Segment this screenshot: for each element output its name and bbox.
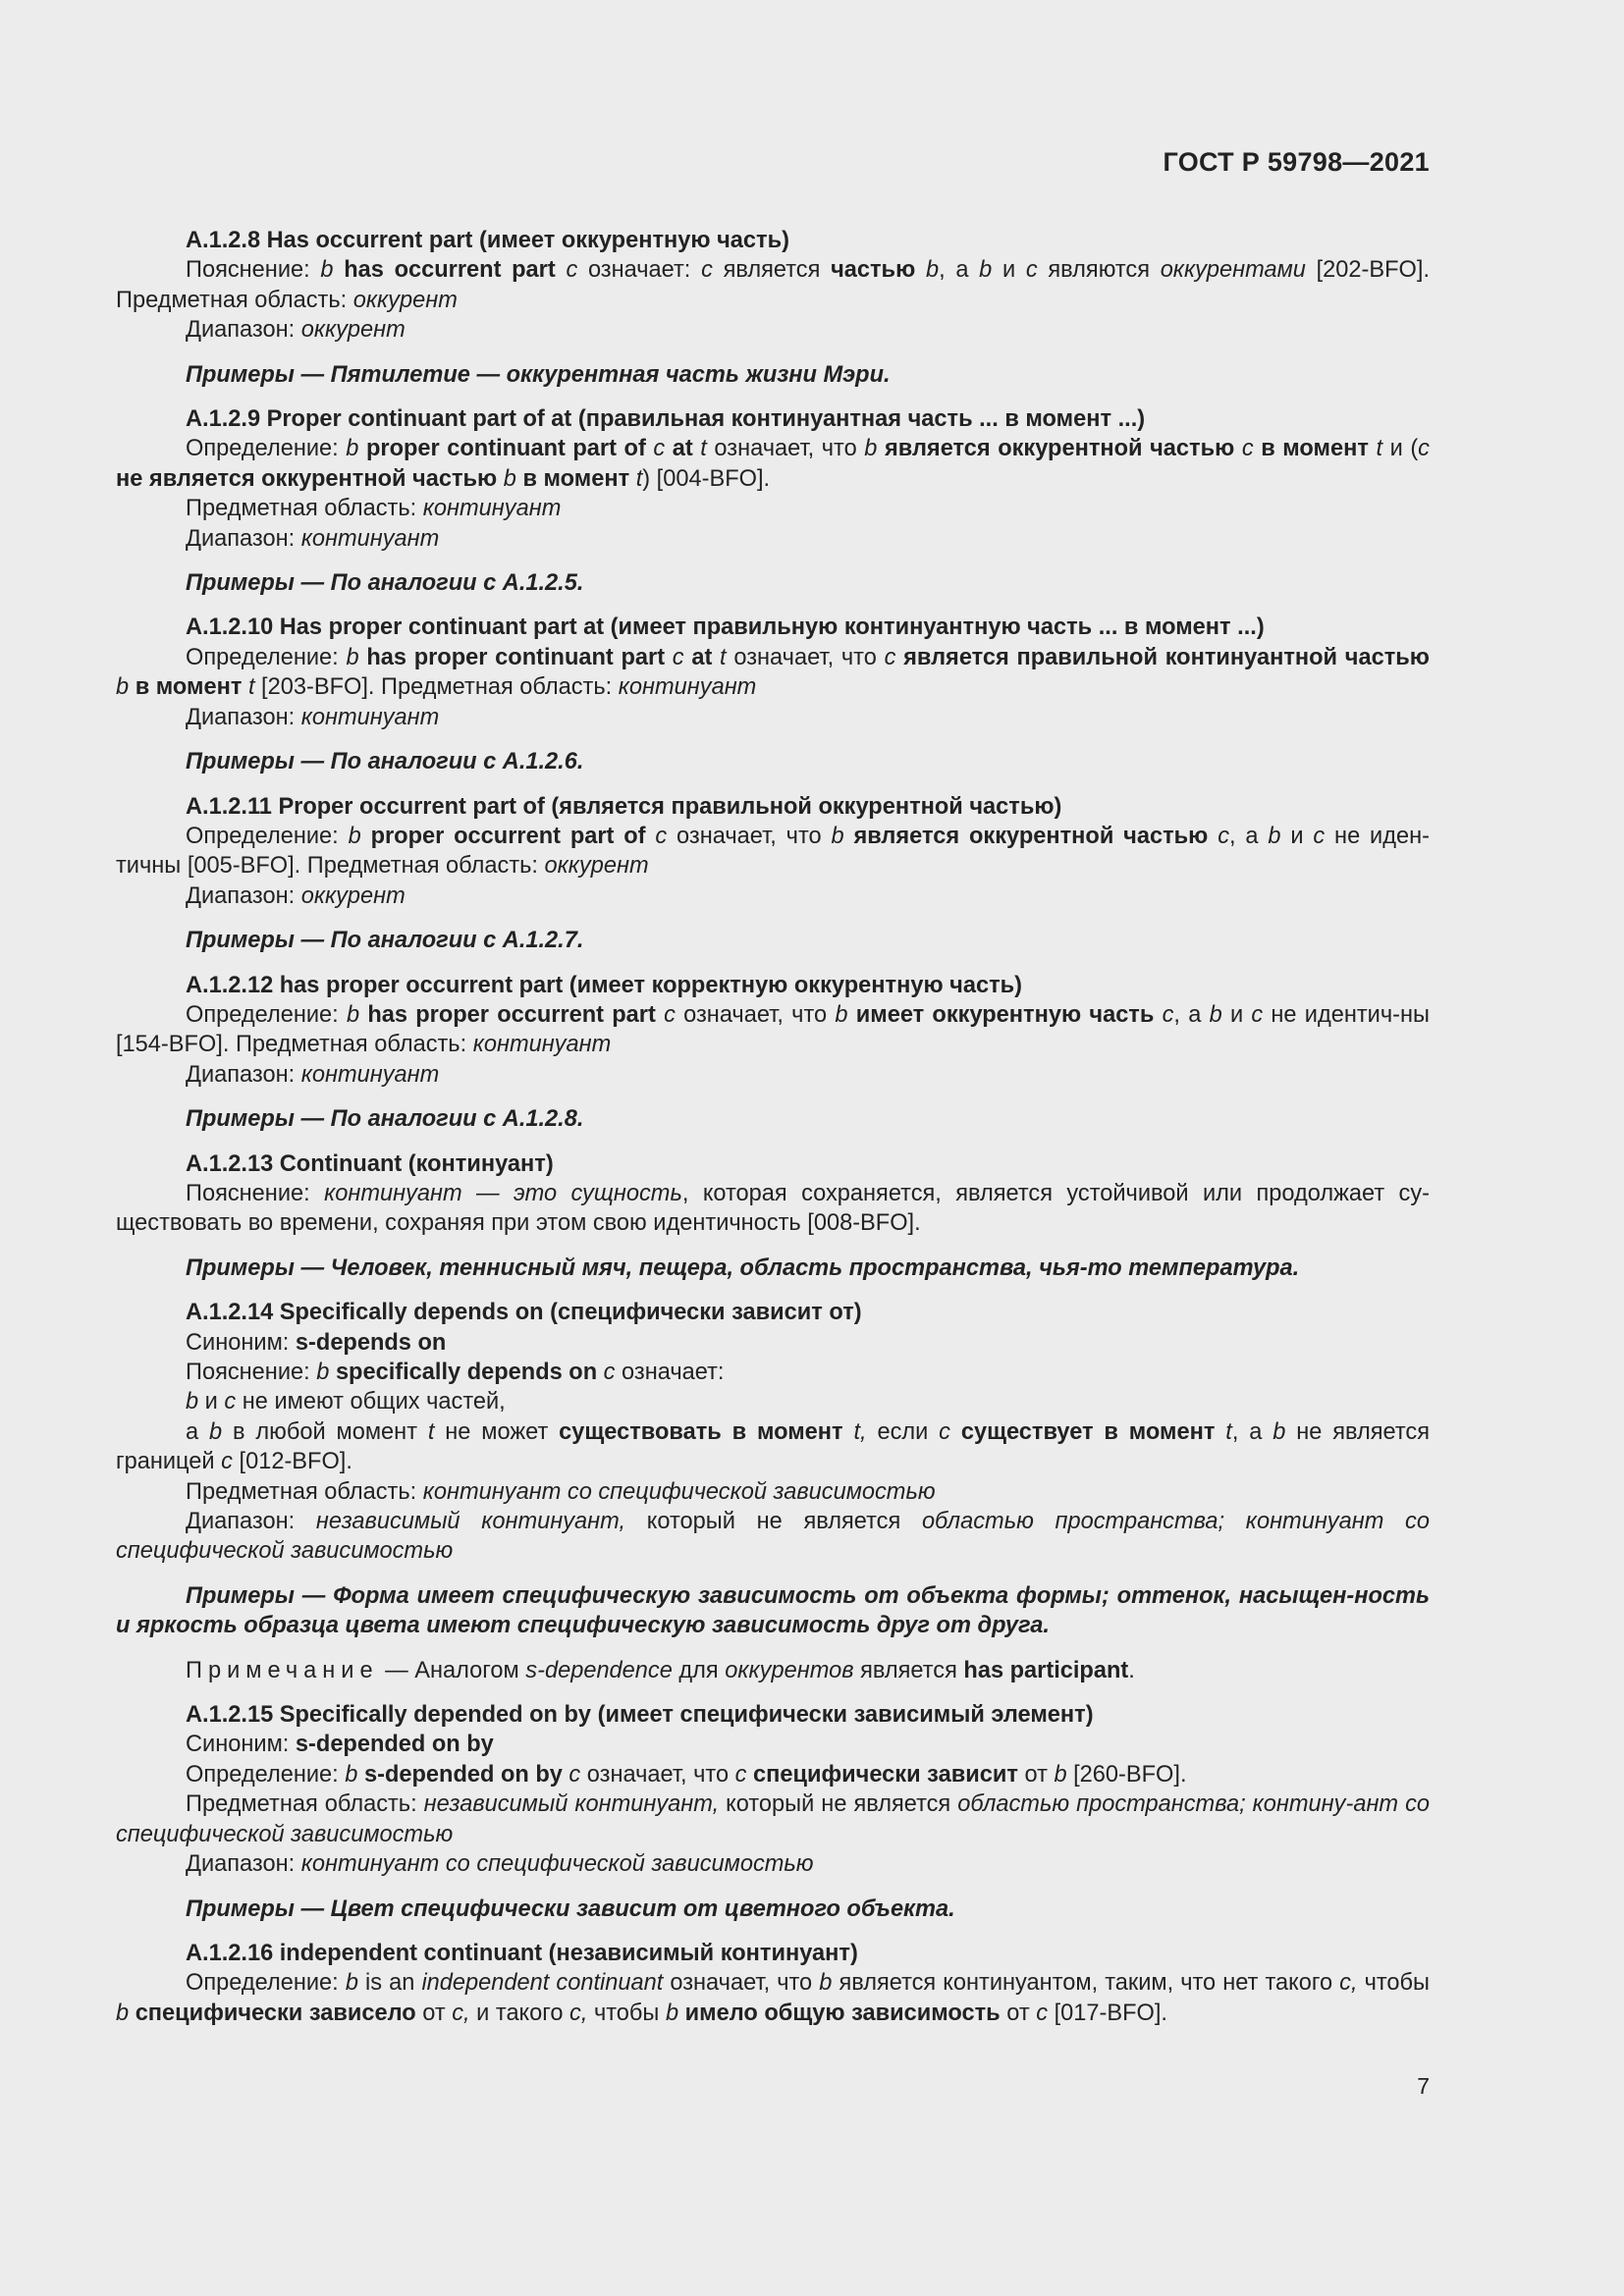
text-run: , а: [1228, 823, 1269, 849]
text-run: Примеры — Человек, теннисный мяч, пещера, область пространства, чья-то температура.: [186, 1255, 1300, 1281]
body-paragraph: [116, 315, 1430, 345]
text-run: s-depends on: [295, 1329, 447, 1356]
body-paragraph: [116, 1849, 1430, 1879]
text-run: [646, 824, 656, 849]
text-run: b: [348, 823, 361, 849]
body-paragraph: [116, 1358, 1430, 1387]
text-run: b: [665, 2000, 679, 2026]
text-run: [877, 436, 885, 461]
section-heading: [116, 1700, 1430, 1730]
text-run: [334, 257, 345, 283]
body-paragraph: [116, 703, 1430, 732]
text-run: b: [979, 257, 993, 284]
text-run: [202-BFO]. Предметная область:: [116, 257, 1431, 313]
text-run: c: [566, 257, 578, 284]
text-run: оккурентов: [725, 1657, 854, 1683]
text-run: c,: [569, 2000, 588, 2026]
text-run: [848, 1002, 856, 1028]
example-paragraph: [116, 747, 1430, 776]
text-run: c: [939, 1418, 950, 1445]
text-run: и: [1280, 823, 1314, 849]
section-heading: [116, 792, 1430, 822]
text-run: Определение:: [186, 1761, 346, 1788]
text-run: Определение:: [186, 436, 347, 462]
text-run: А.1.2.11 Proper occurrent part of (является правильной оккурентной частью): [186, 793, 1062, 820]
text-run: областью пространства; контину-ант со специфической зависимостью: [116, 1791, 1430, 1847]
text-run: континуант со специфической зависимостью: [300, 1851, 814, 1878]
note-paragraph: [116, 1656, 1430, 1685]
text-run: означает, что: [706, 436, 865, 462]
text-run: t: [1225, 1418, 1232, 1445]
text-run: c: [1241, 436, 1254, 462]
section-heading: [116, 613, 1430, 642]
text-run: оккурентами: [1160, 257, 1306, 284]
text-run: [915, 257, 926, 283]
text-run: является: [712, 257, 832, 284]
text-run: [017-BFO].: [1048, 2000, 1167, 2026]
text-run: оккурент: [544, 853, 649, 880]
section-heading: [116, 1149, 1430, 1179]
text-run: [358, 436, 366, 461]
text-run: Примеры — По аналогии с А.1.2.6.: [186, 749, 584, 775]
text-run: independent continuant: [421, 1970, 664, 1997]
text-run: не идентич-ны [154-BFO]. Предметная область:: [116, 1001, 1431, 1058]
body-paragraph: [116, 1328, 1430, 1358]
text-run: является континуантом, таким, что нет такого: [832, 1970, 1340, 1997]
text-run: означает, что: [726, 644, 885, 670]
text-run: b: [1268, 823, 1281, 849]
text-run: specifically depends on: [335, 1360, 598, 1385]
text-run: has occurrent part: [344, 257, 556, 284]
text-run: А.1.2.12 has proper occurrent part (имеет корректную оккурентную часть): [186, 972, 1023, 998]
text-run: А.1.2.13 Continuant (континуант): [186, 1150, 554, 1177]
text-run: и: [198, 1389, 225, 1415]
text-run: не может: [434, 1418, 560, 1445]
text-run: b: [186, 1389, 199, 1415]
text-run: Пояснение:: [186, 257, 321, 284]
text-run: означает:: [577, 257, 702, 284]
text-run: [844, 824, 854, 849]
text-run: Пояснение:: [186, 1180, 325, 1206]
text-run: специфически зависело: [135, 2000, 416, 2026]
text-run: который не является: [719, 1791, 958, 1818]
text-run: t: [427, 1418, 435, 1445]
text-run: для: [672, 1657, 726, 1683]
body-paragraph: [116, 1179, 1430, 1239]
text-run: proper occurrent part of: [370, 823, 646, 849]
text-run: означает, что: [580, 1761, 735, 1788]
text-run: at: [691, 644, 713, 670]
text-run: оккурент: [300, 882, 406, 909]
text-run: существует в момент: [960, 1418, 1216, 1445]
body-paragraph: [116, 881, 1430, 911]
text-run: c,: [452, 2000, 470, 2026]
section-heading: [116, 226, 1430, 255]
text-run: является оккурентной частью: [853, 823, 1209, 849]
text-run: s-depended on by: [363, 1761, 563, 1788]
text-run: has proper occurrent part: [367, 1001, 656, 1028]
text-run: и (: [1382, 436, 1419, 462]
text-run: [656, 1002, 664, 1028]
text-run: не является оккурентной частью: [116, 465, 498, 492]
body-paragraph: [116, 1417, 1430, 1477]
text-run: континуант: [422, 496, 562, 522]
text-run: и такого: [469, 2000, 570, 2026]
text-run: t: [700, 436, 707, 462]
text-run: Диапазон:: [186, 1851, 301, 1878]
text-run: t,: [853, 1418, 867, 1445]
section-heading: [116, 1939, 1430, 1968]
text-run: c: [1036, 2000, 1049, 2026]
text-run: s-depended on by: [295, 1732, 494, 1758]
text-run: Пояснение:: [186, 1360, 317, 1385]
text-run: в момент: [1261, 436, 1369, 462]
body-paragraph: [116, 1968, 1430, 2028]
text-run: оккурент: [300, 317, 406, 344]
text-run: Диапазон:: [186, 525, 301, 552]
text-run: означает, что: [663, 1970, 820, 1997]
text-run: c: [221, 1449, 233, 1475]
body-paragraph: [116, 1730, 1430, 1759]
text-run: [950, 1419, 961, 1445]
text-run: имеет оккурентную часть: [855, 1001, 1155, 1028]
text-run: , а: [1231, 1418, 1273, 1445]
text-run: , а: [1173, 1001, 1210, 1028]
text-run: [665, 436, 673, 461]
text-run: b: [503, 465, 516, 492]
body-paragraph: [116, 643, 1430, 703]
text-run: от: [1000, 2000, 1037, 2026]
section-heading: [116, 971, 1430, 1000]
text-run: означает, что: [675, 1001, 836, 1028]
text-run: не иден-тичны [005-BFO]. Предметная область:: [116, 823, 1430, 880]
text-run: Примеры — Пятилетие — оккурентная часть жизни Мэри.: [186, 361, 891, 388]
text-run: b: [346, 1001, 360, 1028]
text-run: [1215, 1419, 1225, 1445]
text-run: t: [635, 465, 643, 492]
text-run: оккурент: [352, 287, 458, 313]
text-run: c: [672, 644, 684, 670]
text-run: Примеры — По аналогии с А.1.2.7.: [186, 928, 584, 954]
example-paragraph: [116, 1254, 1430, 1283]
text-run: b: [346, 436, 359, 462]
text-run: ) [004-BFO].: [642, 465, 771, 492]
text-run: b: [1054, 1761, 1067, 1788]
text-run: чтобы: [1357, 1970, 1430, 1997]
body-paragraph: [116, 1760, 1430, 1789]
text-run: не имеют общих частей,: [236, 1389, 506, 1415]
body-paragraph: [116, 1000, 1430, 1060]
text-run: at: [672, 436, 693, 462]
text-run: t: [1376, 436, 1383, 462]
text-run: b: [116, 2000, 130, 2026]
text-run: имело общую зависимость: [684, 2000, 1001, 2026]
text-run: c: [1218, 823, 1229, 849]
text-run: [843, 1419, 854, 1445]
body-paragraph: [116, 1789, 1430, 1849]
text-run: континуант: [300, 1061, 440, 1088]
body-paragraph: [116, 494, 1430, 523]
text-run: , а: [939, 257, 980, 284]
text-run: континуант — это сущность: [324, 1180, 682, 1206]
text-run: b: [345, 1761, 358, 1788]
example-paragraph: [116, 360, 1430, 390]
text-run: [1234, 436, 1242, 461]
text-run: А.1.2.16 independent continuant (независимый континуант): [186, 1940, 858, 1966]
text-run: в момент: [135, 674, 243, 701]
text-run: [1154, 1002, 1162, 1028]
body-paragraph: [116, 524, 1430, 554]
text-run: b: [320, 257, 334, 284]
example-paragraph: [116, 1104, 1430, 1134]
text-run: b: [316, 1360, 330, 1385]
text-run: а: [186, 1418, 209, 1445]
body-paragraph: [116, 1507, 1430, 1567]
text-run: континуант: [300, 704, 440, 730]
example-paragraph: [116, 1581, 1430, 1641]
text-run: — Аналогом: [378, 1657, 526, 1683]
text-run: c: [884, 644, 896, 670]
text-run: в любой момент: [222, 1418, 428, 1445]
body-paragraph: [116, 1387, 1430, 1416]
example-paragraph: [116, 1895, 1430, 1924]
text-run: Синоним:: [186, 1732, 296, 1758]
text-run: Определение:: [186, 644, 347, 670]
example-paragraph: [116, 926, 1430, 955]
text-run: [712, 645, 720, 670]
text-run: Определение:: [186, 823, 349, 849]
text-run: b: [208, 1418, 223, 1445]
text-run: А.1.2.8 Has occurrent part (имеет оккурентную часть): [186, 228, 789, 253]
example-paragraph: [116, 568, 1430, 598]
text-run: b: [831, 823, 844, 849]
text-run: [203-BFO]. Предметная область:: [254, 674, 619, 701]
text-run: c: [224, 1389, 237, 1415]
text-run: [1208, 824, 1218, 849]
text-run: независимый континуант,: [315, 1509, 626, 1535]
text-run: от: [415, 2000, 453, 2026]
text-run: c: [1025, 257, 1038, 284]
text-run: Диапазон:: [186, 704, 301, 730]
text-run: континуант: [472, 1032, 612, 1058]
text-run: b: [925, 257, 940, 284]
text-run: c: [664, 1001, 676, 1028]
text-run: независимый континуант,: [423, 1791, 720, 1818]
text-run: Примеры — Форма имеет специфическую зависимость от объекта формы; оттенок, насыщен-ность и яркость образца цвета имеют специфическую зависимость друг от друга.: [116, 1582, 1430, 1639]
text-run: Диапазон:: [186, 317, 301, 344]
text-run: b: [864, 436, 878, 462]
text-run: b: [819, 1970, 833, 1997]
text-run: Синоним:: [186, 1329, 296, 1356]
text-run: b: [116, 674, 130, 701]
text-run: является: [853, 1657, 964, 1683]
text-run: А.1.2.10 Has proper continuant part at (имеет правильную континуантную часть ... в момент ...): [186, 614, 1265, 641]
text-run: [556, 257, 567, 283]
text-run: has proper continuant part: [366, 644, 666, 670]
document-body: [116, 226, 1430, 2028]
text-run: существовать в момент: [559, 1418, 843, 1445]
body-paragraph: [116, 822, 1430, 881]
text-run: в момент: [522, 465, 630, 492]
text-run: континуант: [300, 525, 440, 552]
body-paragraph: [116, 1477, 1430, 1507]
text-run: [895, 645, 903, 670]
text-run: Примеры — Цвет специфически зависит от цветного объекта.: [186, 1896, 955, 1922]
text-run: c: [701, 257, 713, 284]
text-run: означает, что: [667, 823, 832, 849]
text-run: c,: [1339, 1970, 1358, 1997]
text-run: Определение:: [186, 1001, 347, 1028]
text-run: если: [866, 1418, 940, 1445]
text-run: b: [346, 644, 359, 670]
text-run: t: [247, 674, 255, 701]
text-run: [012-BFO].: [232, 1449, 352, 1475]
page-number: 7: [1417, 2073, 1430, 2099]
text-run: Примеры — По аналогии с А.1.2.5.: [186, 570, 584, 597]
text-run: .: [1128, 1657, 1135, 1683]
text-run: c: [653, 436, 666, 462]
text-run: b: [1209, 1001, 1222, 1028]
text-run: А.1.2.9 Proper continuant part of at (правильная континуантная часть ... в момент ...): [186, 406, 1146, 433]
text-run: is an: [357, 1970, 422, 1997]
text-run: не является границей: [116, 1418, 1430, 1475]
text-run: является оккурентной частью: [884, 436, 1235, 462]
text-run: континуант со специфической зависимостью: [422, 1478, 936, 1505]
text-run: Диапазон:: [186, 882, 301, 909]
text-run: является правильной континуантной частью: [903, 644, 1430, 670]
text-run: частью: [831, 257, 916, 284]
text-run: c: [1313, 823, 1326, 849]
text-run: , которая сохраняется, является устойчивой или продолжает су-ществовать во времени, сохраняя при этом свою идентичность [008-BFO].: [116, 1180, 1430, 1237]
text-run: чтобы: [587, 2000, 666, 2026]
text-run: континуант: [618, 674, 757, 701]
text-run: [361, 824, 371, 849]
text-run: c: [568, 1761, 581, 1788]
text-run: Предметная область:: [186, 496, 423, 522]
text-run: и: [1221, 1001, 1252, 1028]
text-run: b: [835, 1001, 848, 1028]
text-run: являются: [1037, 257, 1161, 284]
text-run: c: [655, 823, 668, 849]
text-run: А.1.2.14 Specifically depends on (специфически зависит от): [186, 1300, 862, 1326]
text-run: c: [1162, 1001, 1174, 1028]
body-paragraph: [116, 255, 1430, 315]
text-run: Диапазон:: [186, 1061, 301, 1088]
text-run: Примечание: [186, 1657, 379, 1683]
text-run: t: [720, 644, 727, 670]
text-run: Предметная область:: [186, 1791, 424, 1818]
text-run: А.1.2.15 Specifically depended on by (имеет специфически зависимый элемент): [186, 1702, 1094, 1729]
section-heading: [116, 404, 1430, 434]
text-run: [665, 645, 673, 670]
text-run: который не является: [625, 1509, 922, 1535]
text-run: от: [1017, 1761, 1055, 1788]
text-run: и: [992, 257, 1026, 284]
text-run: b: [345, 1970, 358, 1997]
text-run: Предметная область:: [186, 1478, 423, 1505]
text-run: Примеры — По аналогии с А.1.2.8.: [186, 1106, 584, 1133]
text-run: c: [1251, 1001, 1264, 1028]
text-run: b: [1272, 1418, 1286, 1445]
text-run: has participant: [963, 1657, 1129, 1683]
text-run: s-dependence: [525, 1657, 673, 1683]
body-paragraph: [116, 1060, 1430, 1090]
text-run: c: [603, 1360, 616, 1385]
document-id-header: ГОСТ Р 59798—2021: [1163, 147, 1430, 177]
text-run: областью пространства; континуант со специфической зависимостью: [116, 1509, 1430, 1565]
text-run: [260-BFO].: [1066, 1761, 1187, 1788]
text-run: Диапазон:: [186, 1509, 316, 1535]
text-run: proper continuant part of: [365, 436, 646, 462]
text-run: означает:: [615, 1360, 725, 1385]
text-run: специфически зависит: [753, 1761, 1018, 1788]
text-run: Определение:: [186, 1970, 346, 1997]
text-run: c: [734, 1761, 747, 1788]
body-paragraph: [116, 434, 1430, 494]
text-run: c: [1418, 436, 1430, 462]
section-heading: [116, 1298, 1430, 1327]
